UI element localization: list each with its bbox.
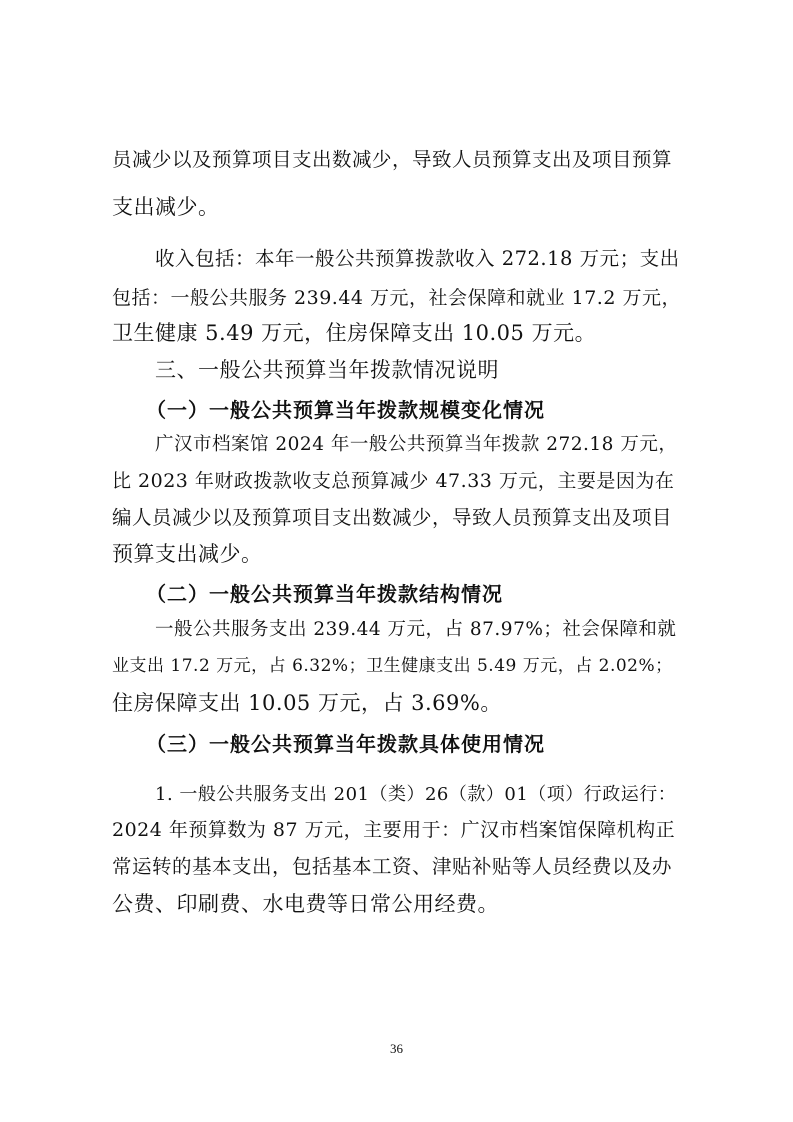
subsection-title: （二）一般公共预算当年拨款结构情况 [146, 582, 503, 606]
paragraph-line: 1. 一般公共服务支出 201（类）26（款）01（项）行政运行： [155, 784, 677, 805]
subsection-title: （三）一般公共预算当年拨款具体使用情况 [146, 732, 545, 756]
paragraph-line: 公费、印刷费、水电费等日常公用经费。 [112, 892, 499, 916]
paragraph-line: 包括：一般公共服务 239.44 万元，社会保障和就业 17.2 万元， [112, 287, 681, 309]
paragraph-line: 住房保障支出 10.05 万元，占 3.69%。 [112, 691, 502, 715]
paragraph-line: 支出减少。 [112, 195, 220, 219]
paragraph-line: 常运转的基本支出，包括基本工资、津贴补贴等人员经费以及办 [112, 855, 673, 878]
paragraph-line: 收入包括：本年一般公共预算拨款收入 272.18 万元；支出 [155, 247, 680, 270]
paragraph-line: 比 2023 年财政拨款收支总预算减少 47.33 万元，主要是因为在 [112, 470, 675, 492]
subsection-title: （一）一般公共预算当年拨款规模变化情况 [146, 398, 545, 422]
paragraph-line: 预算支出减少。 [112, 542, 263, 566]
paragraph-line: 编人员减少以及预算项目支出数减少，导致人员预算支出及项目 [112, 506, 673, 529]
paragraph-line: 卫生健康 5.49 万元，住房保障支出 10.05 万元。 [112, 321, 597, 345]
paragraph-line: 一般公共服务支出 239.44 万元，占 87.97%；社会保障和就 [155, 619, 677, 640]
page-number: 36 [390, 1041, 403, 1056]
paragraph-line: 广汉市档案馆 2024 年一般公共预算当年拨款 272.18 万元， [155, 434, 678, 455]
paragraph-line: 2024 年预算数为 87 万元，主要用于：广汉市档案馆保障机构正 [112, 819, 676, 841]
paragraph-line: 员减少以及预算项目支出数减少，导致人员预算支出及项目预算 [112, 148, 673, 171]
section-title: 三、一般公共预算当年拨款情况说明 [155, 358, 499, 382]
paragraph-line: 业支出 17.2 万元，占 6.32%；卫生健康支出 5.49 万元，占 2.02%； [112, 656, 673, 676]
